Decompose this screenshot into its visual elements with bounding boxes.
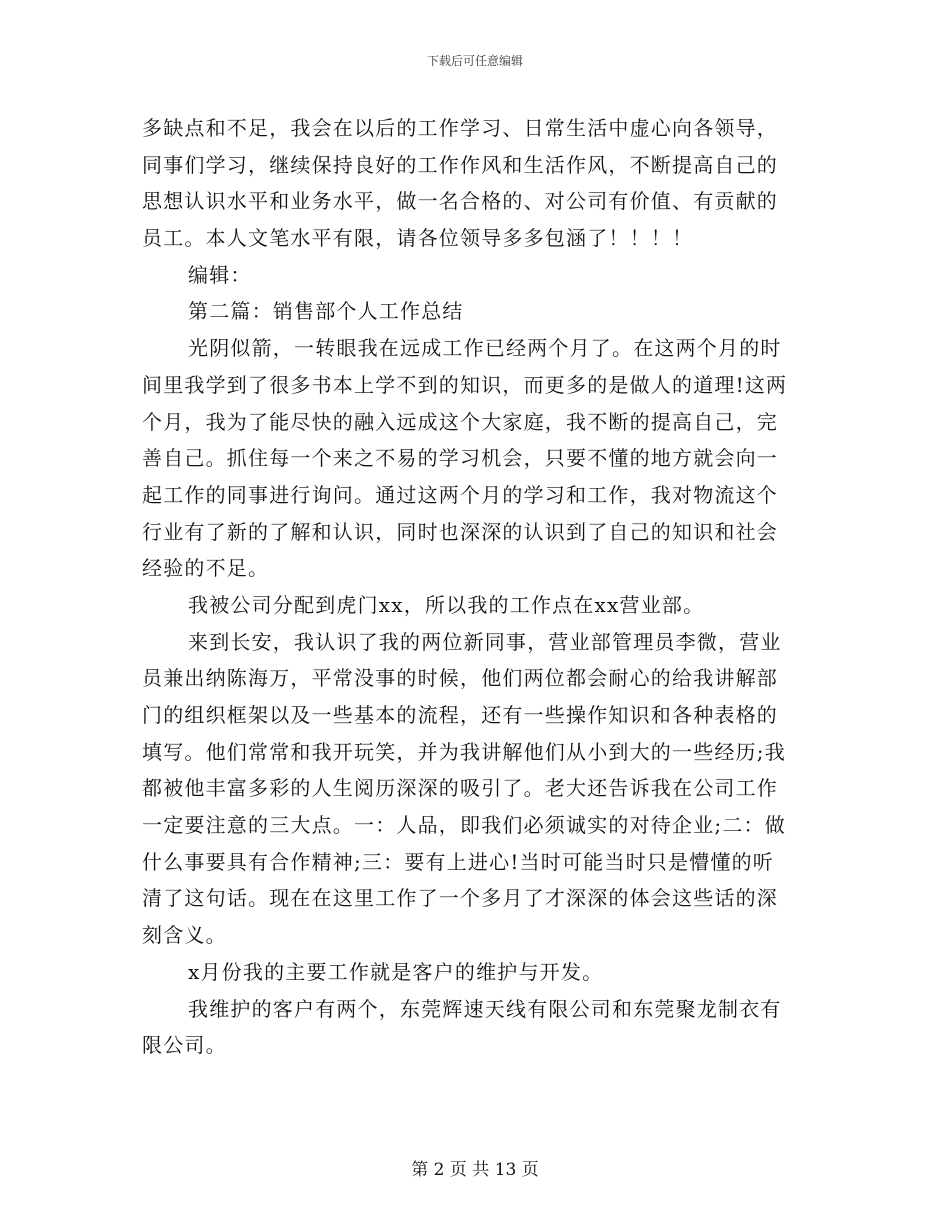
text-line: 善自己。抓住每一个来之不易的学习机会，只要不懂的地方就会向一 [142, 446, 778, 471]
text-line: 起工作的同事进行询问。通过这两个月的学习和工作，我对物流这个 [142, 482, 778, 507]
text-line: 光阴似箭，一转眼我在远成工作已经两个月了。在这两个月的时 [188, 336, 782, 361]
text-line: 思想认识水平和业务水平，做一名合格的、对公司有价值、有贡献的 [142, 189, 778, 214]
text-line: 我被公司分配到虎门xx，所以我的工作点在xx营业部。 [188, 592, 705, 617]
text-line: 经验的不足。 [142, 556, 270, 581]
text-line: 行业有了新的了解和认识，同时也深深的认识到了自己的知识和社会 [142, 519, 778, 544]
page-header: 下载后可任意编辑 [426, 54, 523, 68]
text-line: 什么事要具有合作精神;三：要有上进心!当时可能当时只是懵懂的听 [142, 849, 774, 874]
text-line: 来到长安，我认识了我的两位新同事，营业部管理员李微，营业 [188, 629, 782, 654]
text-line: 我维护的客户有两个，东莞辉速天线有限公司和东莞聚龙制衣有 [188, 996, 782, 1021]
text-line: 清了这句话。现在在这里工作了一个多月了才深深的体会这些话的深 [142, 886, 778, 911]
text-line: 员兼出纳陈海万，平常没事的时候，他们两位都会耐心的给我讲解部 [142, 666, 778, 691]
body-text [142, 110, 807, 1064]
text-line: 编辑： [188, 262, 252, 287]
text-line: 一定要注意的三大点。一：人品，即我们必须诚实的对待企业;二：做 [142, 813, 786, 838]
text-line: 都被他丰富多彩的人生阅历深深的吸引了。老大还告诉我在公司工作 [142, 776, 778, 801]
text-line: 个月，我为了能尽快的融入远成这个大家庭，我不断的提高自己，完 [142, 409, 778, 434]
text-line: x月份我的主要工作就是客户的维护与开发。 [188, 959, 604, 984]
text-line: 刻含义。 [142, 923, 227, 948]
section-heading: 第二篇：销售部个人工作总结 [188, 299, 464, 324]
text-line: 限公司。 [142, 1033, 227, 1058]
text-line: 员工。本人文笔水平有限，请各位领导多多包涵了！！！！ [142, 226, 694, 251]
text-line: 多缺点和不足，我会在以后的工作学习、日常生活中虚心向各领导， [142, 116, 778, 140]
text-line: 同事们学习，继续保持良好的工作作风和生活作风，不断提高自己的 [142, 152, 778, 177]
page-number: 第 2 页 共 13 页 [411, 1160, 539, 1180]
text-line: 门的组织框架以及一些基本的流程，还有一些操作知识和各种表格的 [142, 703, 778, 727]
text-line: 填写。他们常常和我开玩笑，并为我讲解他们从小到大的一些经历;我 [142, 739, 786, 764]
text-line: 间里我学到了很多书本上学不到的知识，而更多的是做人的道理!这两 [142, 372, 788, 397]
